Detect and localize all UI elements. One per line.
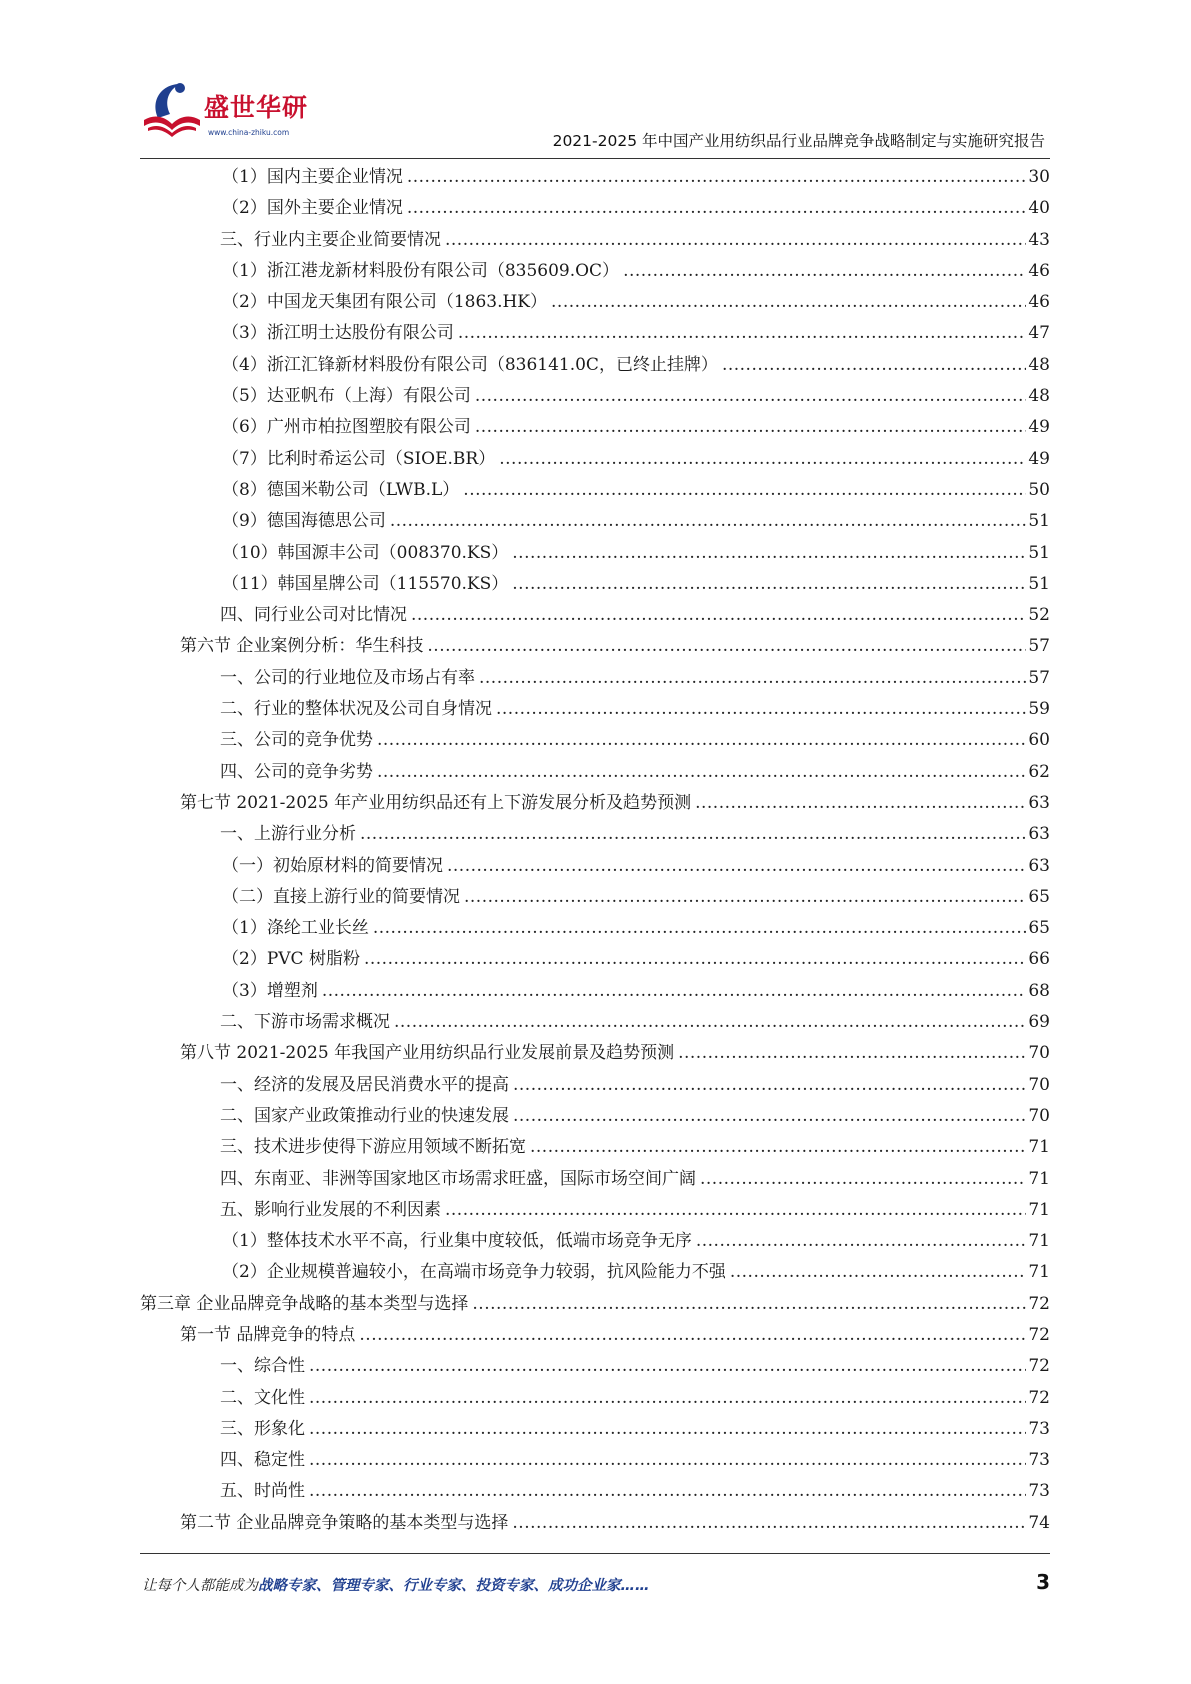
toc-entry-title: （3）增塑剂 bbox=[222, 980, 318, 1001]
toc-entry[interactable] bbox=[140, 569, 1050, 600]
toc-dot-leader bbox=[512, 543, 1026, 563]
toc-entry[interactable] bbox=[140, 913, 1050, 944]
toc-entry-page: 68 bbox=[1028, 980, 1050, 1001]
toc-entry-page: 59 bbox=[1028, 699, 1050, 720]
toc-dot-leader bbox=[309, 1481, 1026, 1501]
toc-entry[interactable] bbox=[140, 475, 1050, 506]
toc-entry-title: （2）企业规模普遍较小，在高端市场竞争力较弱，抗风险能力不强 bbox=[222, 1262, 726, 1283]
toc-entry-title: （2）中国龙天集团有限公司（1863.HK） bbox=[222, 292, 548, 313]
toc-entry-page: 51 bbox=[1028, 573, 1050, 594]
book-logo-icon bbox=[140, 78, 204, 142]
toc-entry-page: 43 bbox=[1028, 229, 1050, 250]
toc-dot-leader bbox=[360, 824, 1026, 844]
toc-entry-title: （4）浙江汇锋新材料股份有限公司（836141.0C，已终止挂牌） bbox=[222, 354, 718, 375]
toc-entry-title: （1）整体技术水平不高，行业集中度较低，低端市场竞争无序 bbox=[222, 1231, 692, 1252]
toc-entry-title: （2）PVC 树脂粉 bbox=[222, 949, 360, 970]
toc-entry-page: 48 bbox=[1028, 354, 1050, 375]
toc-entry-page: 63 bbox=[1028, 824, 1050, 845]
toc-entry[interactable] bbox=[140, 1445, 1050, 1476]
toc-entry[interactable] bbox=[140, 663, 1050, 694]
table-of-contents bbox=[140, 162, 1050, 1539]
toc-entry[interactable] bbox=[140, 1226, 1050, 1257]
toc-entry-page: 46 bbox=[1028, 292, 1050, 313]
toc-dot-leader bbox=[696, 1231, 1027, 1251]
toc-entry-page: 57 bbox=[1028, 667, 1050, 688]
toc-entry[interactable] bbox=[140, 318, 1050, 349]
toc-entry[interactable] bbox=[140, 225, 1050, 256]
toc-entry[interactable] bbox=[140, 1289, 1050, 1320]
toc-entry-page: 65 bbox=[1028, 886, 1050, 907]
toc-entry-title: 二、行业的整体状况及公司自身情况 bbox=[220, 699, 492, 720]
toc-entry[interactable] bbox=[140, 1132, 1050, 1163]
toc-entry-title: 三、形象化 bbox=[220, 1418, 305, 1439]
toc-entry[interactable] bbox=[140, 412, 1050, 443]
toc-entry-title: （8）德国米勒公司（LWB.L） bbox=[222, 479, 460, 500]
toc-entry[interactable] bbox=[140, 538, 1050, 569]
report-title: 2021-2025 年中国产业用纺织品行业品牌竞争战略制定与实施研究报告 bbox=[552, 132, 1045, 150]
toc-dot-leader bbox=[623, 261, 1026, 281]
toc-entry-page: 72 bbox=[1028, 1387, 1050, 1408]
toc-entry-title: 第八节 2021-2025 年我国产业用纺织品行业发展前景及趋势预测 bbox=[180, 1043, 675, 1064]
toc-entry-page: 30 bbox=[1028, 167, 1050, 187]
slogan-highlight: 战略专家、管理专家、行业专家、投资专家、成功企业家…… bbox=[258, 1578, 650, 1594]
toc-dot-leader bbox=[551, 292, 1026, 312]
toc-dot-leader bbox=[377, 762, 1026, 782]
toc-entry[interactable] bbox=[140, 1383, 1050, 1414]
toc-entry[interactable] bbox=[140, 287, 1050, 318]
toc-dot-leader bbox=[475, 417, 1027, 437]
toc-dot-leader bbox=[695, 793, 1026, 813]
toc-dot-leader bbox=[359, 1325, 1026, 1345]
toc-entry-title: 二、国家产业政策推动行业的快速发展 bbox=[220, 1105, 509, 1126]
toc-entry-title: （1）涤纶工业长丝 bbox=[222, 918, 369, 939]
toc-dot-leader bbox=[475, 386, 1027, 406]
toc-entry-title: 第七节 2021-2025 年产业用纺织品还有上下游发展分析及趋势预测 bbox=[180, 792, 692, 813]
toc-entry-page: 48 bbox=[1028, 386, 1050, 407]
toc-entry-page: 71 bbox=[1028, 1168, 1050, 1189]
toc-entry-page: 72 bbox=[1028, 1356, 1050, 1377]
toc-entry-title: （10）韩国源丰公司（008370.KS） bbox=[222, 542, 509, 563]
toc-entry-page: 72 bbox=[1028, 1324, 1050, 1345]
toc-entry-title: （3）浙江明士达股份有限公司 bbox=[222, 323, 454, 344]
toc-dot-leader bbox=[445, 1200, 1026, 1220]
toc-entry-page: 69 bbox=[1028, 1012, 1050, 1033]
toc-entry-title: （11）韩国星牌公司（115570.KS） bbox=[222, 573, 509, 594]
toc-entry-title: （2）国外主要企业情况 bbox=[222, 198, 403, 219]
toc-entry-title: （6）广州市柏拉图塑胶有限公司 bbox=[222, 417, 471, 438]
toc-entry[interactable] bbox=[140, 1038, 1050, 1069]
toc-entry-title: 第六节 企业案例分析：华生科技 bbox=[180, 636, 424, 657]
toc-entry-title: 第一节 品牌竞争的特点 bbox=[180, 1324, 356, 1345]
toc-entry[interactable] bbox=[140, 1070, 1050, 1101]
toc-entry-title: （二）直接上游行业的简要情况 bbox=[222, 886, 460, 907]
toc-entry-page: 50 bbox=[1028, 479, 1050, 500]
toc-dot-leader bbox=[463, 480, 1026, 500]
toc-entry-title: 二、文化性 bbox=[220, 1387, 305, 1408]
toc-entry[interactable] bbox=[140, 193, 1050, 224]
toc-entry-page: 70 bbox=[1028, 1043, 1050, 1064]
toc-dot-leader bbox=[411, 605, 1026, 625]
toc-entry-page: 71 bbox=[1028, 1199, 1050, 1220]
toc-dot-leader bbox=[700, 1169, 1026, 1189]
toc-entry[interactable] bbox=[140, 506, 1050, 537]
toc-entry-page: 51 bbox=[1028, 511, 1050, 532]
toc-entry[interactable] bbox=[140, 256, 1050, 287]
toc-entry-page: 73 bbox=[1028, 1418, 1050, 1439]
toc-dot-leader bbox=[427, 636, 1026, 656]
toc-entry-title: 五、时尚性 bbox=[220, 1481, 305, 1502]
toc-dot-leader bbox=[458, 323, 1027, 343]
toc-entry-title: 四、稳定性 bbox=[220, 1450, 305, 1471]
toc-dot-leader bbox=[722, 355, 1026, 375]
toc-dot-leader bbox=[530, 1137, 1026, 1157]
toc-entry[interactable] bbox=[140, 1320, 1050, 1351]
toc-entry-page: 74 bbox=[1028, 1512, 1050, 1533]
toc-dot-leader bbox=[496, 699, 1026, 719]
toc-entry-title: （5）达亚帆布（上海）有限公司 bbox=[222, 386, 471, 407]
toc-entry-title: 五、影响行业发展的不利因素 bbox=[220, 1199, 441, 1220]
page-header bbox=[140, 78, 1050, 158]
toc-dot-leader bbox=[479, 668, 1026, 688]
toc-dot-leader bbox=[309, 1388, 1026, 1408]
toc-entry[interactable] bbox=[140, 1476, 1050, 1507]
toc-dot-leader bbox=[512, 574, 1026, 594]
toc-entry-title: 三、公司的竞争优势 bbox=[220, 730, 373, 751]
toc-dot-leader bbox=[513, 1106, 1026, 1126]
toc-dot-leader bbox=[464, 887, 1026, 907]
toc-entry[interactable] bbox=[140, 944, 1050, 975]
toc-entry[interactable] bbox=[140, 725, 1050, 756]
toc-entry-page: 73 bbox=[1028, 1450, 1050, 1471]
toc-entry-page: 71 bbox=[1028, 1231, 1050, 1252]
toc-dot-leader bbox=[390, 511, 1027, 531]
toc-entry[interactable] bbox=[140, 444, 1050, 475]
toc-entry-title: 一、公司的行业地位及市场占有率 bbox=[220, 667, 475, 688]
header-divider bbox=[140, 158, 1050, 159]
toc-entry[interactable] bbox=[140, 694, 1050, 725]
toc-entry-title: 一、上游行业分析 bbox=[220, 824, 356, 845]
toc-dot-leader bbox=[309, 1356, 1026, 1376]
toc-entry[interactable] bbox=[140, 162, 1050, 193]
logo-name: 盛世华研 bbox=[204, 93, 309, 122]
toc-entry[interactable] bbox=[140, 1508, 1050, 1539]
toc-entry-page: 62 bbox=[1028, 761, 1050, 782]
toc-dot-leader bbox=[499, 449, 1026, 469]
toc-entry-page: 47 bbox=[1028, 323, 1050, 344]
toc-entry-page: 46 bbox=[1028, 260, 1050, 281]
toc-dot-leader bbox=[309, 1419, 1026, 1439]
toc-entry-page: 63 bbox=[1028, 792, 1050, 813]
toc-entry[interactable] bbox=[140, 631, 1050, 662]
toc-entry-page: 66 bbox=[1028, 949, 1050, 970]
toc-entry[interactable] bbox=[140, 882, 1050, 913]
toc-entry-title: （9）德国海德思公司 bbox=[222, 511, 386, 532]
toc-entry[interactable] bbox=[140, 1101, 1050, 1132]
toc-entry-title: 四、东南亚、非洲等国家地区市场需求旺盛，国际市场空间广阔 bbox=[220, 1168, 696, 1189]
toc-dot-leader bbox=[394, 1012, 1026, 1032]
toc-entry[interactable] bbox=[140, 757, 1050, 788]
toc-dot-leader bbox=[730, 1262, 1027, 1282]
toc-entry-page: 63 bbox=[1028, 855, 1050, 876]
toc-dot-leader bbox=[407, 198, 1027, 218]
toc-entry-title: （1）浙江港龙新材料股份有限公司（835609.OC） bbox=[222, 260, 620, 281]
toc-entry-page: 65 bbox=[1028, 918, 1050, 939]
toc-entry-title: 四、同行业公司对比情况 bbox=[220, 605, 407, 626]
toc-dot-leader bbox=[373, 918, 1027, 938]
toc-dot-leader bbox=[364, 949, 1026, 969]
toc-entry-page: 52 bbox=[1028, 605, 1050, 626]
toc-dot-leader bbox=[678, 1043, 1026, 1063]
toc-entry[interactable] bbox=[140, 788, 1050, 819]
toc-entry[interactable] bbox=[140, 1351, 1050, 1382]
toc-entry-page: 70 bbox=[1028, 1074, 1050, 1095]
toc-dot-leader bbox=[513, 1075, 1026, 1095]
toc-entry-page: 71 bbox=[1028, 1137, 1050, 1158]
toc-entry-page: 72 bbox=[1028, 1293, 1050, 1314]
toc-dot-leader bbox=[445, 230, 1026, 250]
toc-entry[interactable] bbox=[140, 381, 1050, 412]
toc-entry[interactable] bbox=[140, 819, 1050, 850]
toc-entry[interactable] bbox=[140, 1414, 1050, 1445]
toc-entry[interactable] bbox=[140, 1007, 1050, 1038]
toc-entry-title: 四、公司的竞争劣势 bbox=[220, 761, 373, 782]
toc-dot-leader bbox=[447, 856, 1026, 876]
page-number: 3 bbox=[1036, 1570, 1050, 1594]
toc-entry-page: 40 bbox=[1028, 198, 1050, 219]
toc-entry[interactable] bbox=[140, 1195, 1050, 1226]
toc-entry-title: （1）国内主要企业情况 bbox=[222, 167, 403, 187]
toc-entry-title: 第三章 企业品牌竞争战略的基本类型与选择 bbox=[140, 1293, 469, 1314]
footer-divider bbox=[140, 1553, 1050, 1554]
toc-entry-title: 三、技术进步使得下游应用领域不断拓宽 bbox=[220, 1137, 526, 1158]
toc-entry-title: 第二节 企业品牌竞争策略的基本类型与选择 bbox=[180, 1512, 509, 1533]
toc-entry-title: （一）初始原材料的简要情况 bbox=[222, 855, 443, 876]
toc-entry-page: 49 bbox=[1028, 448, 1050, 469]
logo-url: www.china-zhiku.com bbox=[208, 128, 290, 137]
toc-dot-leader bbox=[322, 981, 1027, 1001]
toc-entry-page: 71 bbox=[1028, 1262, 1050, 1283]
toc-dot-leader bbox=[407, 167, 1027, 187]
toc-entry-title: （7）比利时希运公司（SIOE.BR） bbox=[222, 448, 496, 469]
toc-entry[interactable] bbox=[140, 600, 1050, 631]
footer-slogan bbox=[142, 1574, 650, 1595]
toc-entry-title: 一、综合性 bbox=[220, 1356, 305, 1377]
toc-entry[interactable] bbox=[140, 350, 1050, 381]
toc-entry-title: 三、行业内主要企业简要情况 bbox=[220, 229, 441, 250]
toc-entry-title: 二、下游市场需求概况 bbox=[220, 1012, 390, 1033]
toc-dot-leader bbox=[512, 1513, 1026, 1533]
toc-entry[interactable] bbox=[140, 851, 1050, 882]
page-footer bbox=[140, 1570, 1050, 1604]
toc-entry[interactable] bbox=[140, 1164, 1050, 1195]
toc-entry-title: 一、经济的发展及居民消费水平的提高 bbox=[220, 1074, 509, 1095]
toc-dot-leader bbox=[309, 1450, 1026, 1470]
company-logo bbox=[140, 78, 320, 148]
toc-dot-leader bbox=[377, 730, 1026, 750]
toc-entry-page: 49 bbox=[1028, 417, 1050, 438]
toc-entry-page: 51 bbox=[1028, 542, 1050, 563]
toc-entry-page: 57 bbox=[1028, 636, 1050, 657]
toc-dot-leader bbox=[472, 1294, 1026, 1314]
slogan-prefix: 让每个人都能成为 bbox=[142, 1578, 258, 1594]
toc-entry[interactable] bbox=[140, 976, 1050, 1007]
toc-entry-page: 73 bbox=[1028, 1481, 1050, 1502]
toc-entry-page: 60 bbox=[1028, 730, 1050, 751]
toc-entry-page: 70 bbox=[1028, 1105, 1050, 1126]
toc-entry[interactable] bbox=[140, 1257, 1050, 1288]
